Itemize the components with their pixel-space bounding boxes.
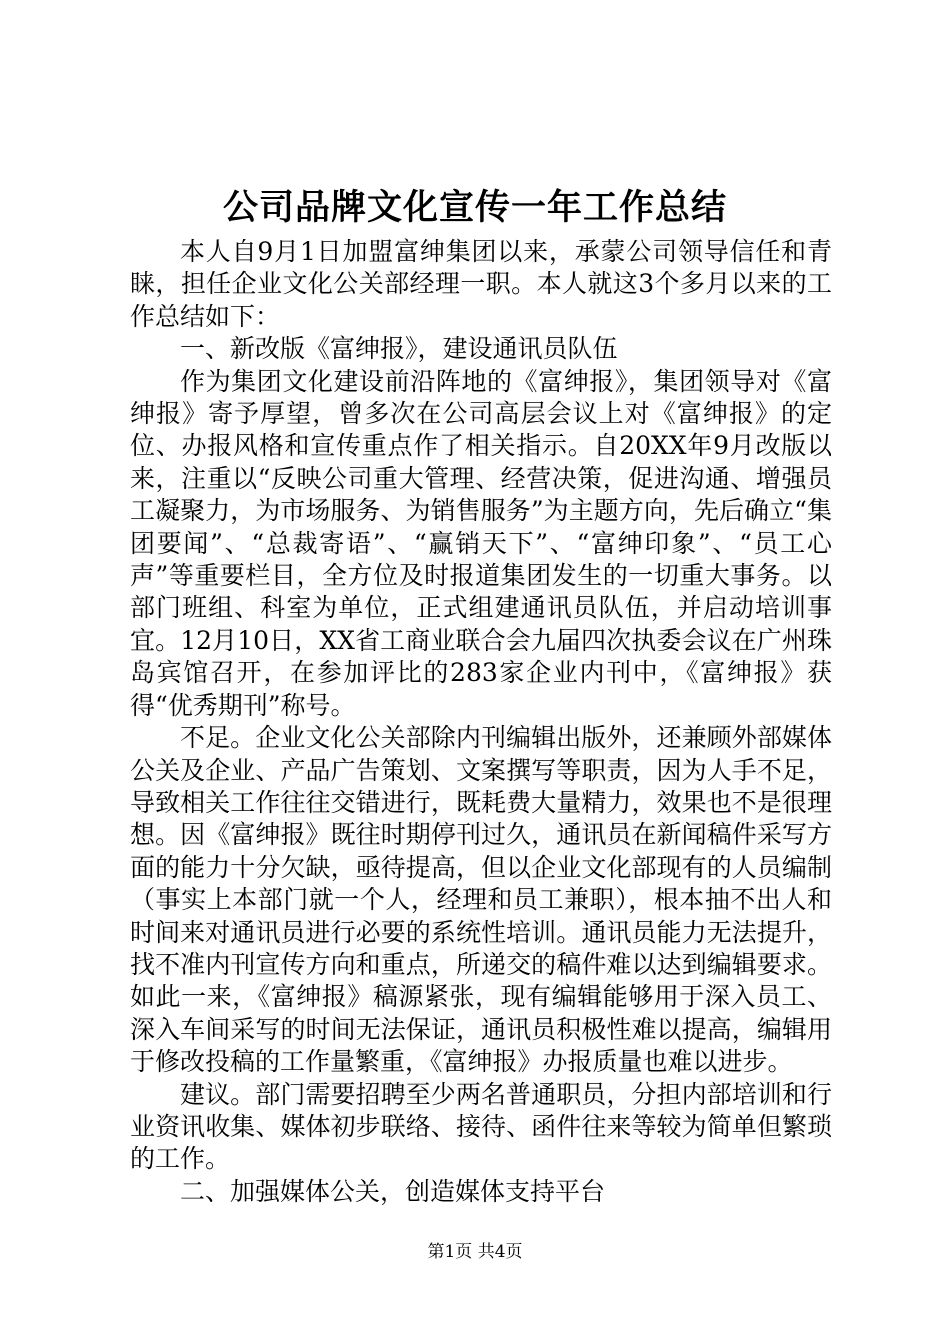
section-heading-1: 一、新改版《富绅报》，建设通讯员队伍 <box>180 334 618 364</box>
document-title: 公司品牌文化宣传一年工作总结 <box>222 187 727 228</box>
section-1-paragraph: 作为集团文化建设前沿阵地的《富绅报》，集团领导对《富绅报》寄予厚望，曾多次在公司高层会议上对《富绅报》的定位、办报风格和宣传重点作了相关指示。自20XX年9月改版以来，注重以“反映公司重大管理、经营决策，促进沟通、增强员工凝聚力，为市场服务、为销售服务”为主题方向，先后确立“集团要闻”、“总裁寄语”、“赢销天下”、“富绅印象”、“员工心声”等重要栏目，全方位及时报道集团发生的一切重大事务。以部门班组、科室为单位，正式组建通讯员队伍，并启动培训事宜。12月10日，XX省工商业联合会九届四次执委会议在广州珠岛宾馆召开，在参加评比的283家企业内刊中，《富绅报》获得“优秀期刊”称号。 <box>130 366 832 720</box>
section-heading-2: 二、加强媒体公关，创造媒体支持平台 <box>180 1176 606 1206</box>
document-body <box>130 236 832 1208</box>
suggestion-paragraph: 建议。部门需要招聘至少两名普通职员，分担内部培训和行业资讯收集、媒体初步联络、接待、函件往来等较为简单但繁琐的工作。 <box>130 1079 832 1174</box>
intro-paragraph: 本人自9月1日加盟富绅集团以来，承蒙公司领导信任和青睐，担任企业文化公关部经理一职。本人就这3个多月以来的工作总结如下： <box>130 237 832 331</box>
page-number-footer: 第1页 共4页 <box>427 1242 523 1262</box>
shortcomings-paragraph: 不足。企业文化公关部除内刊编辑出版外，还兼顾外部媒体公关及企业、产品广告策划、文案撰写等职责，因为人手不足，导致相关工作往往交错进行，既耗费大量精力，效果也不是很理想。因《富绅报》既往时期停刊过久，通讯员在新闻稿件采写方面的能力十分欠缺，亟待提高，但以企业文化部现有的人员编制（事实上本部门就一个人，经理和员工兼职），根本抽不出人和时间来对通讯员进行必要的系统性培训。通讯员能力无法提升，找不准内刊宣传方向和重点，所递交的稿件难以达到编辑要求。如此一来，《富绅报》稿源紧张，现有编辑能够用于深入员工、深入车间采写的时间无法保证，通讯员积极性难以提高，编辑用于修改投稿的工作量繁重，《富绅报》办报质量也难以进步。 <box>130 723 832 1077</box>
